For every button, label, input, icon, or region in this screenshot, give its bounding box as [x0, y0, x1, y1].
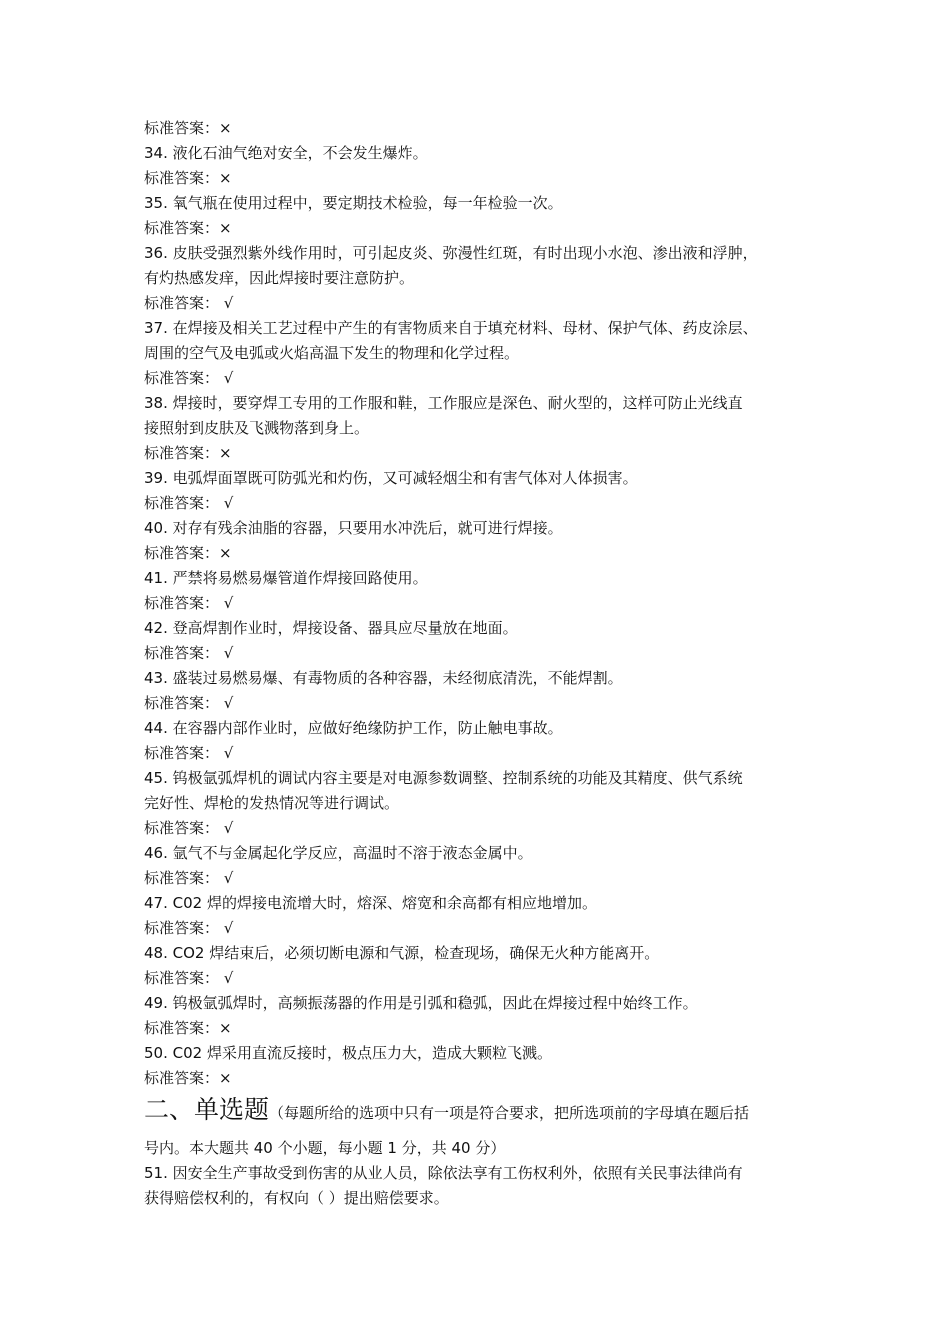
question-line: 47. C02 焊的焊接电流增大时，熔深、熔宽和余高都有相应地增加。 — [144, 894, 597, 912]
question-line: 周围的空气及电弧或火焰高温下发生的物理和化学过程。 — [144, 344, 520, 362]
question-line: 40. 对存有残余油脂的容器，只要用水冲洗后，就可进行焊接。 — [144, 519, 563, 537]
question-line: 46. 氩气不与金属起化学反应，高温时不溶于液态金属中。 — [144, 844, 533, 862]
question-line: 44. 在容器内部作业时，应做好绝缘防护工作，防止触电事故。 — [144, 719, 563, 737]
answer-line: 标准答案： √ — [144, 694, 234, 712]
answer-line: 标准答案： √ — [144, 869, 234, 887]
question-line: 34. 液化石油气绝对安全，不会发生爆炸。 — [144, 144, 428, 162]
answer-line: 标准答案：× — [144, 169, 232, 187]
question-line: 49. 钨极氩弧焊时，高频振荡器的作用是引弧和稳弧，因此在焊接过程中始终工作。 — [144, 994, 698, 1012]
question-line: 48. CO2 焊结束后，必须切断电源和气源，检查现场，确保无火种方能离开。 — [144, 944, 660, 962]
answer-line: 标准答案：× — [144, 1019, 232, 1037]
question-line: 35. 氧气瓶在使用过程中，要定期技术检验，每一年检验一次。 — [144, 194, 563, 212]
answer-line: 标准答案：× — [144, 219, 232, 237]
answer-line: 标准答案：× — [144, 544, 232, 562]
question-line: 完好性、焊枪的发热情况等进行调试。 — [144, 794, 400, 812]
answer-line: 标准答案： √ — [144, 294, 234, 312]
section-heading — [144, 1093, 820, 1130]
question-line: 有灼热感发痒，因此焊接时要注意防护。 — [144, 269, 415, 287]
question-line: 38. 焊接时，要穿焊工专用的工作服和鞋，工作服应是深色、耐火型的，这样可防止光线直 — [144, 394, 743, 412]
question-line: 43. 盛装过易燃易爆、有毒物质的各种容器，未经彻底清洗，不能焊割。 — [144, 669, 623, 687]
answer-line: 标准答案： √ — [144, 369, 234, 387]
section-title: 二、单选题 — [144, 1095, 270, 1124]
section-note: （每题所给的选项中只有一项是符合要求，把所选项前的字母填在题后括 — [269, 1104, 750, 1122]
question-line: 41. 严禁将易燃易爆管道作焊接回路使用。 — [144, 569, 428, 587]
answer-line: 标准答案：× — [144, 444, 232, 462]
question-list-continued — [144, 1161, 820, 1211]
section-note-continued: 号内。本大题共 40 个小题，每小题 1 分，共 40 分） — [144, 1139, 506, 1157]
question-line: 39. 电弧焊面罩既可防弧光和灼伤，又可减轻烟尘和有害气体对人体损害。 — [144, 469, 638, 487]
question-line: 42. 登高焊割作业时，焊接设备、器具应尽量放在地面。 — [144, 619, 518, 637]
question-list — [144, 116, 820, 1091]
answer-line: 标准答案： √ — [144, 919, 234, 937]
answer-line: 标准答案： √ — [144, 819, 234, 837]
question-line: 获得赔偿权利的，有权向（ ）提出赔偿要求。 — [144, 1189, 449, 1207]
question-line: 36. 皮肤受强烈紫外线作用时，可引起皮炎、弥漫性红斑，有时出现小水泡、渗出液和浮肿， — [144, 244, 758, 262]
answer-line: 标准答案：× — [144, 1069, 232, 1087]
answer-line: 标准答案： √ — [144, 644, 234, 662]
question-line: 接照射到皮肤及飞溅物落到身上。 — [144, 419, 370, 437]
answer-line: 标准答案： √ — [144, 494, 234, 512]
question-line: 50. C02 焊采用直流反接时，极点压力大，造成大颗粒飞溅。 — [144, 1044, 552, 1062]
question-line: 37. 在焊接及相关工艺过程中产生的有害物质来自于填充材料、母材、保护气体、药皮涂层、 — [144, 319, 758, 337]
answer-line: 标准答案： √ — [144, 744, 234, 762]
answer-line: 标准答案：× — [144, 119, 232, 137]
question-line: 51. 因安全生产事故受到伤害的从业人员，除依法享有工伤权利外，依照有关民事法律尚有 — [144, 1164, 743, 1182]
answer-line: 标准答案： √ — [144, 969, 234, 987]
answer-line: 标准答案： √ — [144, 594, 234, 612]
question-line: 45. 钨极氩弧焊机的调试内容主要是对电源参数调整、控制系统的功能及其精度、供气系统 — [144, 769, 743, 787]
